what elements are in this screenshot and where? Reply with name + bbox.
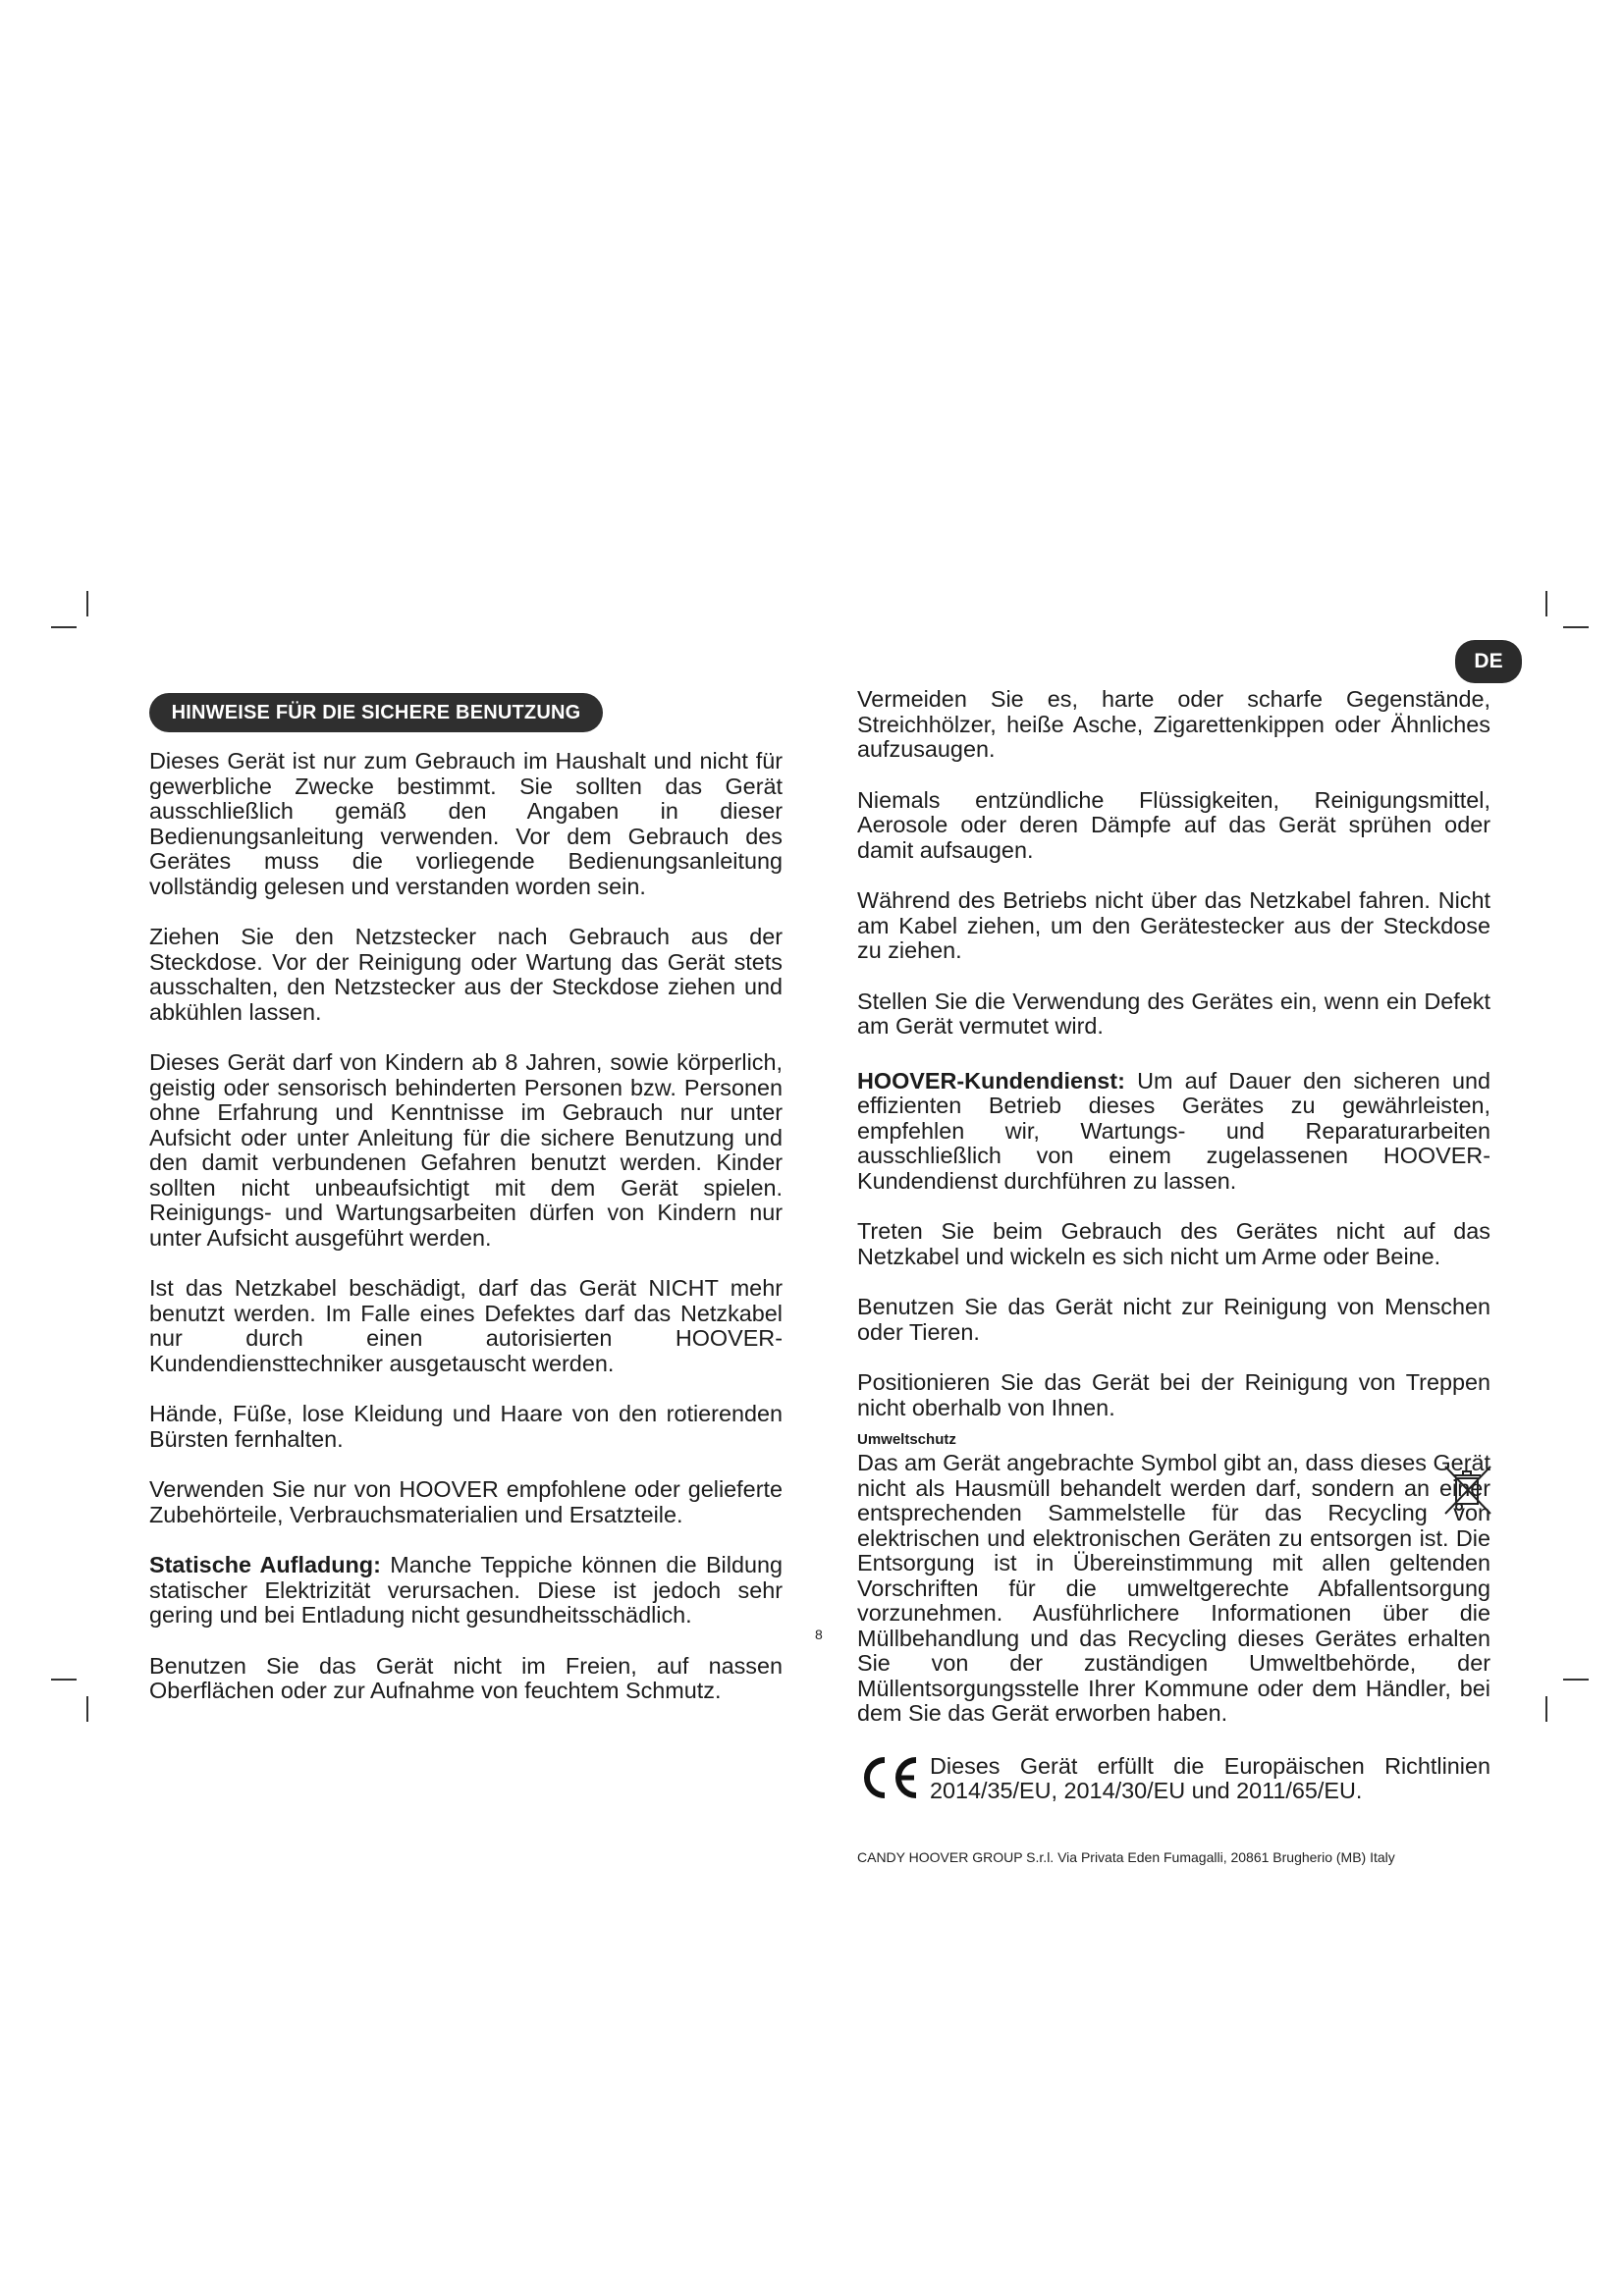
crop-mark xyxy=(51,626,77,628)
paragraph: Positionieren Sie das Gerät bei der Reinigung von Treppen nicht oberhalb von Ihnen. xyxy=(857,1369,1490,1420)
crop-mark xyxy=(1545,591,1547,616)
service-text: Um auf Dauer den sicheren und effizienten Betrieb dieses Gerätes zu gewährleisten, empfehlen wir, Wartungs- und Reparaturarbeiten ausschließlich von einem zugelassenen HOOVER-Kundendienst durchführen zu lassen. xyxy=(857,1067,1490,1194)
crop-mark xyxy=(86,1696,88,1722)
ce-text: Dieses Gerät erfüllt die Europäischen Richtlinien 2014/35/EU, 2014/30/EU und 2011/65/EU. xyxy=(930,1752,1490,1803)
crop-mark xyxy=(1563,1679,1589,1681)
environment-title: Umweltschutz xyxy=(857,1431,956,1448)
company-address: CANDY HOOVER GROUP S.r.l. Via Privata Eden Fumagalli, 20861 Brugherio (MB) Italy xyxy=(857,1848,1395,1865)
paragraph: Niemals entzündliche Flüssigkeiten, Reinigungsmittel, Aerosole oder deren Dämpfe auf das Gerät sprühen oder damit aufsaugen. xyxy=(857,786,1490,863)
paragraph: Stellen Sie die Verwendung des Gerätes ein, wenn ein Defekt am Gerät vermutet wird. xyxy=(857,988,1490,1039)
crop-mark xyxy=(51,1679,77,1681)
paragraph: Verwenden Sie nur von HOOVER empfohlene oder gelieferte Zubehörteile, Verbrauchsmaterialien und Ersatzteile. xyxy=(149,1476,783,1527)
environment-text: Das am Gerät angebrachte Symbol gibt an, dass dieses Gerät nicht als Hausmüll behandelt werden darf, sondern an einer entsprechenden Sammelstelle für das Recycling von elektrischen und elektronischen Geräten zu entsorgen ist. Die Entsorgung ist in Übereinstimmung mit allen geltenden Vorschriften für die umweltgerechte Abfallentsorgung vorzunehmen. Ausführlichere Informationen über die Müllbehandlung und das Recycling dieses Gerätes erhalten Sie von der zuständigen Umweltbehörde, der Müllentsorgungsstelle Ihrer Kommune oder dem Händler, bei dem Sie das Gerät erworben haben. xyxy=(857,1450,1490,1726)
page-number: 8 xyxy=(815,1627,823,1642)
left-column xyxy=(149,749,783,1704)
crossed-out-wheelie-bin-icon xyxy=(1443,1463,1492,1518)
paragraph: Treten Sie beim Gebrauch des Gerätes nicht auf das Netzkabel und wickeln es sich nicht um Arme oder Beine. xyxy=(857,1218,1490,1269)
paragraph: Ist das Netzkabel beschädigt, darf das Gerät NICHT mehr benutzt werden. Im Falle eines Defektes darf das Netzkabel nur durch einen autorisierten HOOVER-Kundendiensttechniker ausgetauscht werden. xyxy=(149,1275,783,1376)
static-charge-label: Statische Aufladung: xyxy=(149,1552,381,1577)
service-label: HOOVER-Kundendienst: xyxy=(857,1067,1125,1094)
paragraph: Ziehen Sie den Netzstecker nach Gebrauch aus der Steckdose. Vor der Reinigung oder Wartung das Gerät stets ausschalten, den Netzstecker aus der Steckdose ziehen und abkühlen lassen. xyxy=(149,924,783,1025)
paragraph: Während des Betriebs nicht über das Netzkabel fahren. Nicht am Kabel ziehen, um den Gerätestecker aus der Steckdose zu ziehen. xyxy=(857,887,1490,963)
paragraph: Hände, Füße, lose Kleidung und Haare von den rotierenden Bürsten fernhalten. xyxy=(149,1401,783,1452)
crop-mark xyxy=(86,591,88,616)
static-charge-paragraph xyxy=(149,1553,783,1629)
paragraph: Benutzen Sie das Gerät nicht im Freien, auf nassen Oberflächen oder zur Aufnahme von feuchtem Schmutz. xyxy=(149,1652,783,1703)
language-badge: DE xyxy=(1455,640,1522,683)
static-charge-text: Manche Teppiche können die Bildung statischer Elektrizität verursachen. Diese ist jedoch sehr gering und bei Entladung nicht gesundheitsschädlich. xyxy=(149,1552,783,1628)
crop-mark xyxy=(1563,626,1589,628)
paragraph: Dieses Gerät darf von Kindern ab 8 Jahren, sowie körperlich, geistig oder sensorisch behinderten Personen bzw. Personen ohne Erfahrung und Kenntnisse im Gebrauch nur unter Aufsicht oder unter Anleitung für die sichere Benutzung und den damit verbundenen Gefahren benutzt werden. Kinder sollten nicht unbeaufsichtigt mit dem Gerät spielen. Reinigungs- und Wartungsarbeiten dürfen von Kindern nur unter Aufsicht ausgeführt werden. xyxy=(149,1049,783,1251)
right-column xyxy=(857,687,1490,1865)
paragraph: Vermeiden Sie es, harte oder scharfe Gegenstände, Streichhölzer, heiße Asche, Zigarettenkippen oder Ähnliches aufzusaugen. xyxy=(857,686,1490,762)
crop-mark xyxy=(1545,1696,1547,1722)
section-title: HINWEISE FÜR DIE SICHERE BENUTZUNG xyxy=(149,693,603,732)
ce-mark-icon xyxy=(857,1754,922,1801)
paragraph: Dieses Gerät ist nur zum Gebrauch im Haushalt und nicht für gewerbliche Zwecke bestimmt. Sie sollten das Gerät ausschließlich gemäß den Angaben in dieser Bedienungsanleitung verwenden. Vor dem Gebrauch des Gerätes muss die vorliegende Bedienungsanleitung vollständig gelesen und verstanden worden sein. xyxy=(149,748,783,899)
service-paragraph xyxy=(857,1069,1490,1195)
environment-block xyxy=(857,1451,1490,1727)
ce-row xyxy=(857,1754,1490,1830)
paragraph: Benutzen Sie das Gerät nicht zur Reinigung von Menschen oder Tieren. xyxy=(857,1294,1490,1345)
